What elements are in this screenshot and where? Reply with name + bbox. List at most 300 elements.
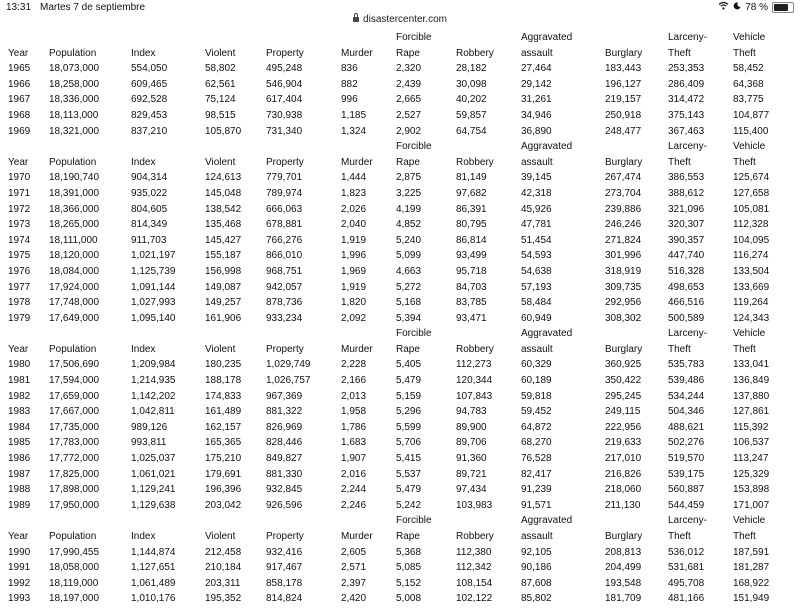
column-header: Larceny-	[668, 32, 707, 43]
table-cell: 165,365	[205, 437, 242, 449]
table-cell: 531,681	[668, 562, 705, 574]
table-cell: 1,061,021	[131, 468, 176, 480]
table-cell: 104,095	[733, 234, 770, 246]
table-cell: 208,813	[605, 546, 642, 558]
table-cell: 104,877	[733, 109, 770, 121]
table-cell: 5,008	[396, 593, 422, 605]
table-cell: 203,042	[205, 499, 242, 511]
column-header: Index	[131, 156, 156, 168]
table-cell: 1,025,037	[131, 453, 176, 465]
table-cell: 804,605	[131, 203, 168, 215]
table-cell: 47,781	[521, 219, 552, 231]
url-text: disastercenter.com	[363, 14, 447, 25]
table-cell: 246,246	[605, 219, 642, 231]
table-cell: 18,073,000	[49, 63, 100, 75]
table-cell: 86,391	[456, 203, 487, 215]
column-header: Larceny-	[668, 141, 707, 153]
table-cell: 5,242	[396, 499, 422, 511]
table-cell: 4,663	[396, 265, 422, 277]
table-cell: 216,826	[605, 468, 642, 480]
table-cell: 125,329	[733, 468, 770, 480]
table-cell: 239,886	[605, 203, 642, 215]
table-cell: 75,124	[205, 94, 236, 106]
table-cell: 1965	[8, 63, 31, 75]
table-cell: 1983	[8, 406, 31, 418]
table-cell: 1,029,749	[266, 359, 311, 371]
table-row	[0, 62, 800, 78]
table-cell: 18,265,000	[49, 219, 100, 231]
table-cell: 18,084,000	[49, 265, 100, 277]
table-cell: 127,658	[733, 187, 770, 199]
table-cell: 17,924,000	[49, 281, 100, 293]
table-cell: 124,613	[205, 172, 242, 184]
table-cell: 1,027,993	[131, 297, 176, 309]
table-cell: 98,515	[205, 109, 236, 121]
table-cell: 138,542	[205, 203, 242, 215]
table-cell: 112,342	[456, 562, 492, 574]
table-cell: 1968	[8, 109, 31, 121]
table-cell: 42,318	[521, 187, 552, 199]
table-cell: 2,092	[341, 312, 367, 324]
table-cell: 5,479	[396, 375, 422, 387]
column-header: Theft	[668, 47, 691, 59]
table-cell: 17,594,000	[49, 375, 100, 387]
table-cell: 2,246	[341, 499, 367, 511]
table-cell: 17,898,000	[49, 484, 100, 496]
table-cell: 90,186	[521, 562, 552, 574]
table-cell: 5,168	[396, 297, 422, 309]
table-row	[0, 234, 800, 250]
table-cell: 135,468	[205, 219, 242, 231]
column-header: Aggravated	[521, 32, 573, 43]
column-header: Rape	[396, 343, 420, 355]
table-cell: 1,185	[341, 109, 367, 121]
table-cell: 97,434	[456, 484, 487, 496]
table-cell: 89,721	[456, 468, 487, 480]
table-cell: 5,394	[396, 312, 422, 324]
column-header: Robbery	[456, 343, 494, 355]
table-cell: 5,368	[396, 546, 422, 558]
wifi-icon	[718, 1, 729, 13]
table-cell: 136,849	[733, 375, 770, 387]
table-cell: 1977	[8, 281, 31, 293]
table-cell: 881,330	[266, 468, 303, 480]
table-cell: 87,608	[521, 577, 552, 589]
table-cell: 1984	[8, 421, 31, 433]
table-cell: 248,477	[605, 125, 642, 137]
column-header: Property	[266, 531, 304, 542]
table-cell: 64,368	[733, 78, 764, 90]
table-row	[0, 296, 800, 312]
table-cell: 858,178	[266, 577, 303, 589]
table-cell: 1,142,202	[131, 390, 176, 402]
table-cell: 250,918	[605, 109, 642, 121]
table-cell: 18,113,000	[49, 109, 99, 121]
table-cell: 95,718	[456, 265, 487, 277]
table-cell: 210,184	[205, 562, 242, 574]
table-cell: 1,214,935	[131, 375, 176, 387]
table-cell: 1982	[8, 390, 31, 402]
table-cell: 2,875	[396, 172, 422, 184]
table-cell: 211,130	[605, 499, 641, 511]
table-cell: 1972	[8, 203, 31, 215]
column-header: Vehicle	[733, 32, 766, 43]
column-header: Property	[266, 343, 304, 355]
table-cell: 1,127,651	[131, 562, 176, 574]
table-cell: 917,467	[266, 562, 303, 574]
table-row	[0, 249, 800, 265]
table-cell: 81,149	[456, 172, 487, 184]
table-cell: 1,969	[341, 265, 367, 277]
table-cell: 40,202	[456, 94, 487, 106]
table-cell: 1987	[8, 468, 31, 480]
table-cell: 447,740	[668, 250, 705, 262]
column-header: Theft	[733, 343, 756, 355]
table-cell: 82,417	[521, 468, 552, 480]
status-bar	[0, 0, 800, 14]
table-cell: 105,081	[733, 203, 770, 215]
table-cell: 2,605	[341, 546, 367, 558]
table-cell: 678,881	[266, 219, 303, 231]
table-cell: 826,969	[266, 421, 303, 433]
column-header: Aggravated	[521, 328, 573, 340]
table-cell: 539,175	[668, 468, 705, 480]
table-cell: 145,048	[205, 187, 242, 199]
table-cell: 1974	[8, 234, 31, 246]
table-row	[0, 577, 800, 593]
table-cell: 546,904	[266, 78, 303, 90]
table-cell: 1,683	[341, 437, 367, 449]
table-cell: 59,452	[521, 406, 552, 418]
table-cell: 1980	[8, 359, 31, 371]
table-cell: 666,063	[266, 203, 303, 215]
column-header: Violent	[205, 47, 236, 59]
table-cell: 203,311	[205, 577, 241, 589]
table-cell: 5,099	[396, 250, 422, 262]
table-cell: 2,013	[341, 390, 367, 402]
table-cell: 350,422	[605, 375, 642, 387]
table-cell: 911,703	[131, 234, 167, 246]
table-cell: 18,258,000	[49, 78, 100, 90]
table-cell: 127,861	[733, 406, 770, 418]
table-cell: 18,391,000	[49, 187, 100, 199]
table-cell: 5,706	[396, 437, 422, 449]
table-cell: 504,346	[668, 406, 705, 418]
table-cell: 536,012	[668, 546, 705, 558]
table-cell: 30,098	[456, 78, 487, 90]
column-header: Theft	[668, 343, 691, 355]
table-cell: 1978	[8, 297, 31, 309]
table-cell: 18,190,740	[49, 172, 100, 184]
column-header: Murder	[341, 343, 373, 355]
table-row	[0, 499, 800, 515]
table-cell: 5,272	[396, 281, 422, 293]
table-cell: 2,320	[396, 63, 422, 75]
table-cell: 83,775	[733, 94, 764, 106]
column-header: Murder	[341, 156, 373, 168]
table-cell: 57,193	[521, 281, 552, 293]
table-cell: 133,041	[733, 359, 770, 371]
table-cell: 4,199	[396, 203, 422, 215]
column-header: Population	[49, 343, 97, 355]
column-header: Larceny-	[668, 515, 707, 527]
table-cell: 180,235	[205, 359, 242, 371]
table-cell: 882	[341, 78, 358, 90]
table-cell: 1976	[8, 265, 31, 277]
column-header: Violent	[205, 343, 236, 355]
table-cell: 60,329	[521, 359, 552, 371]
status-date: Martes 7 de septiembre	[40, 2, 146, 13]
table-cell: 2,026	[341, 203, 367, 215]
table-cell: 1,042,811	[131, 406, 175, 418]
table-cell: 309,735	[605, 281, 642, 293]
table-row	[0, 390, 800, 406]
column-header: Theft	[668, 156, 691, 168]
table-cell: 1986	[8, 453, 31, 465]
table-cell: 18,336,000	[49, 94, 100, 106]
table-cell: 1,129,638	[131, 499, 176, 511]
table-cell: 86,814	[456, 234, 487, 246]
table-cell: 92,105	[521, 546, 552, 558]
table-cell: 836	[341, 63, 358, 75]
table-cell: 314,472	[668, 94, 705, 106]
table-cell: 162,157	[205, 421, 242, 433]
table-cell: 2,244	[341, 484, 367, 496]
table-cell: 1985	[8, 437, 31, 449]
column-header: Property	[266, 156, 304, 168]
table-cell: 196,127	[605, 78, 642, 90]
table-cell: 1981	[8, 375, 31, 387]
table-cell: 2,665	[396, 94, 422, 106]
table-row	[0, 358, 800, 374]
table-cell: 107,843	[456, 390, 493, 402]
table-cell: 1,129,241	[131, 484, 176, 496]
table-cell: 967,369	[266, 390, 303, 402]
column-header: Population	[49, 156, 97, 168]
table-cell: 217,010	[605, 453, 642, 465]
table-cell: 388,612	[668, 187, 705, 199]
header-row-bottom	[0, 343, 800, 359]
table-cell: 292,956	[605, 297, 642, 309]
table-cell: 2,016	[341, 468, 367, 480]
table-cell: 102,122	[456, 593, 493, 605]
battery-icon	[772, 2, 794, 13]
table-cell: 390,357	[668, 234, 705, 246]
table-cell: 516,328	[668, 265, 705, 277]
table-cell: 360,925	[605, 359, 642, 371]
status-time: 13:31	[6, 2, 32, 13]
column-header: Aggravated	[521, 515, 573, 527]
address-bar[interactable]	[0, 14, 800, 30]
table-cell: 105,870	[205, 125, 242, 137]
table-cell: 195,352	[205, 593, 242, 605]
table-cell: 1979	[8, 312, 31, 324]
table-cell: 1991	[8, 562, 31, 574]
table-cell: 2,040	[341, 219, 367, 231]
column-header: Rape	[396, 47, 420, 59]
table-cell: 181,709	[605, 593, 642, 605]
table-cell: 1993	[8, 593, 31, 605]
table-cell: 1966	[8, 78, 31, 90]
table-row	[0, 312, 800, 328]
table-cell: 17,506,690	[49, 359, 100, 371]
table-cell: 112,328	[733, 219, 769, 231]
table-cell: 1,061,489	[131, 577, 176, 589]
column-header: Year	[8, 531, 29, 542]
table-cell: 18,366,000	[49, 203, 100, 215]
table-cell: 36,890	[521, 125, 552, 137]
table-cell: 133,669	[733, 281, 770, 293]
table-cell: 2,166	[341, 375, 367, 387]
table-cell: 179,691	[205, 468, 242, 480]
table-cell: 730,938	[266, 109, 303, 121]
table-row	[0, 203, 800, 219]
column-header: Burglary	[605, 156, 643, 168]
table-cell: 5,159	[396, 390, 422, 402]
table-row	[0, 93, 800, 109]
table-cell: 1989	[8, 499, 31, 511]
table-cell: 539,486	[668, 375, 705, 387]
table-cell: 534,244	[668, 390, 705, 402]
table-cell: 488,621	[668, 421, 705, 433]
table-cell: 904,314	[131, 172, 168, 184]
table-cell: 5,415	[396, 453, 422, 465]
column-header: Year	[8, 343, 29, 355]
header-row-bottom	[0, 530, 800, 546]
table-cell: 5,405	[396, 359, 422, 371]
table-cell: 1,919	[341, 234, 367, 246]
table-cell: 1988	[8, 484, 31, 496]
table-cell: 193,548	[605, 577, 642, 589]
table-cell: 18,120,000	[49, 250, 100, 262]
table-cell: 308,302	[605, 312, 642, 324]
column-header: Forcible	[396, 141, 432, 153]
table-row	[0, 78, 800, 94]
table-cell: 39,145	[521, 172, 552, 184]
table-cell: 1967	[8, 94, 31, 106]
table-cell: 181,287	[733, 562, 770, 574]
table-cell: 271,824	[605, 234, 642, 246]
column-header: Burglary	[605, 531, 643, 542]
table-row	[0, 405, 800, 421]
table-cell: 115,392	[733, 421, 769, 433]
table-cell: 1,444	[341, 172, 367, 184]
table-cell: 145,427	[205, 234, 242, 246]
table-row	[0, 421, 800, 437]
table-cell: 204,499	[605, 562, 642, 574]
table-cell: 17,748,000	[49, 297, 100, 309]
table-cell: 219,157	[605, 94, 642, 106]
table-cell: 1969	[8, 125, 31, 137]
table-cell: 779,701	[266, 172, 303, 184]
table-cell: 2,228	[341, 359, 367, 371]
column-header: Violent	[205, 531, 236, 542]
header-row-top	[0, 327, 800, 343]
table-cell: 1992	[8, 577, 31, 589]
table-cell: 1,958	[341, 406, 367, 418]
table-cell: 149,257	[205, 297, 242, 309]
table-cell: 17,825,000	[49, 468, 100, 480]
table-cell: 1,820	[341, 297, 367, 309]
table-cell: 1,209,984	[131, 359, 176, 371]
column-header: Robbery	[456, 531, 494, 542]
status-indicators	[718, 1, 794, 13]
table-cell: 273,704	[605, 187, 642, 199]
column-header: assault	[521, 156, 553, 168]
table-cell: 60,189	[521, 375, 552, 387]
table-cell: 996	[341, 94, 358, 106]
table-cell: 500,589	[668, 312, 705, 324]
table-cell: 2,420	[341, 593, 367, 605]
column-header: Murder	[341, 47, 373, 59]
table-cell: 161,906	[205, 312, 242, 324]
table-row	[0, 546, 800, 562]
table-cell: 51,454	[521, 234, 552, 246]
table-cell: 837,210	[131, 125, 168, 137]
table-cell: 320,307	[668, 219, 705, 231]
table-cell: 789,974	[266, 187, 303, 199]
table-cell: 2,397	[341, 577, 367, 589]
table-cell: 993,811	[131, 437, 167, 449]
table-cell: 1975	[8, 250, 31, 262]
table-cell: 17,659,000	[49, 390, 100, 402]
header-row-bottom	[0, 156, 800, 172]
table-cell: 1,324	[341, 125, 367, 137]
table-row	[0, 187, 800, 203]
table-cell: 1990	[8, 546, 31, 558]
table-cell: 942,057	[266, 281, 303, 293]
header-row-bottom	[0, 47, 800, 63]
table-cell: 58,802	[205, 63, 236, 75]
table-cell: 17,990,455	[49, 546, 100, 558]
table-cell: 17,783,000	[49, 437, 100, 449]
table-cell: 91,239	[521, 484, 552, 496]
table-cell: 731,340	[266, 125, 303, 137]
table-cell: 161,489	[205, 406, 242, 418]
column-header: Vehicle	[733, 328, 766, 340]
table-cell: 219,633	[605, 437, 642, 449]
table-cell: 18,321,000	[49, 125, 100, 137]
table-cell: 156,998	[205, 265, 242, 277]
table-cell: 168,922	[733, 577, 770, 589]
header-row-top	[0, 31, 800, 47]
column-header: Theft	[733, 47, 756, 59]
table-cell: 5,240	[396, 234, 422, 246]
table-cell: 1,026,757	[266, 375, 311, 387]
column-header: Index	[131, 531, 156, 542]
table-cell: 93,499	[456, 250, 487, 262]
column-header: Population	[49, 47, 97, 59]
table-cell: 18,119,000	[49, 577, 99, 589]
table-cell: 222,956	[605, 421, 642, 433]
table-cell: 617,404	[266, 94, 303, 106]
table-cell: 116,274	[733, 250, 769, 262]
lock-icon	[353, 17, 359, 22]
table-cell: 89,900	[456, 421, 487, 433]
column-header: Burglary	[605, 343, 643, 355]
table-cell: 83,785	[456, 297, 487, 309]
table-cell: 1,786	[341, 421, 367, 433]
table-cell: 94,783	[456, 406, 487, 418]
table-cell: 151,949	[733, 593, 770, 605]
table-cell: 175,210	[205, 453, 242, 465]
table-cell: 1970	[8, 172, 31, 184]
table-cell: 58,452	[733, 63, 764, 75]
column-header: Violent	[205, 156, 236, 168]
table-cell: 481,166	[668, 593, 705, 605]
table-cell: 878,736	[266, 297, 303, 309]
table-cell: 58,484	[521, 297, 552, 309]
